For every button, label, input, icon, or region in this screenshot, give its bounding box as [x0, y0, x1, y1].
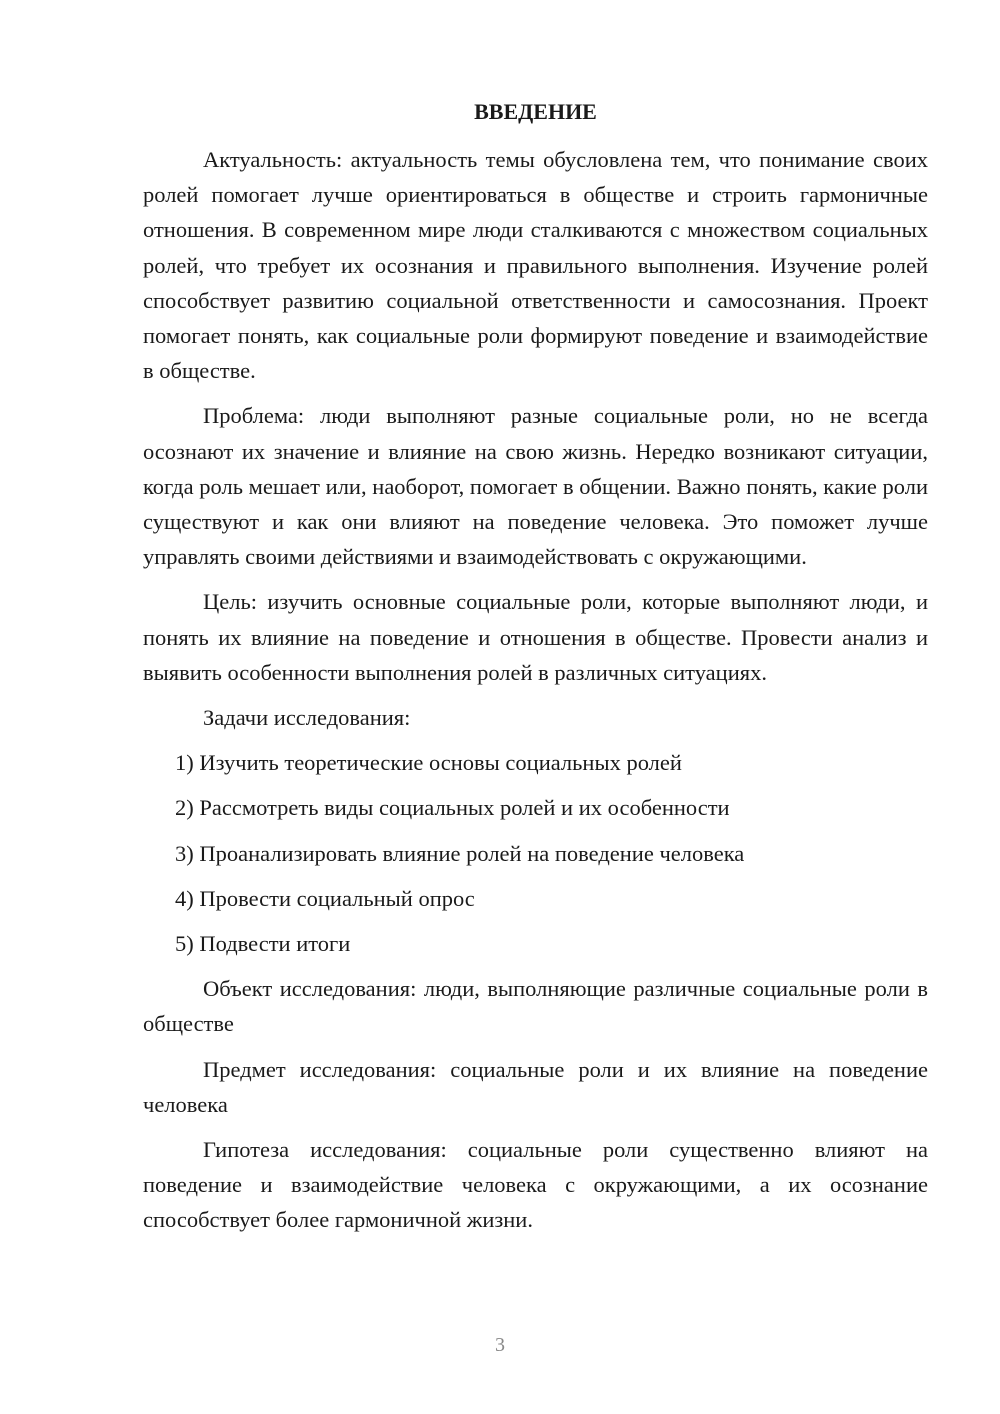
subject-paragraph: Предмет исследования: социальные роли и их влияние на поведение человека [143, 1056, 928, 1117]
problem-paragraph: Проблема: люди выполняют разные социальные роли, но не всегда осознают их значение и влияние на свою жизнь. Нередко возникают ситуации, когда роль мешает или, наоборот, помогает в общении. Важно понять, какие роли существуют и как они влияют на поведение человека. Это поможет лучше управлять своими действиями и взаимодействовать с окружающими. [143, 403, 928, 570]
task-item: 3) Проанализировать влияние ролей на поведение человека [175, 840, 745, 866]
task-item: 2) Рассмотреть виды социальных ролей и их особенности [175, 795, 730, 821]
goal-paragraph: Цель: изучить основные социальные роли, которые выполняют люди, и понять их влияние на поведение и отношения в обществе. Провести анализ и выявить особенности выполнения ролей в различных ситуациях. [143, 589, 928, 685]
tasks-heading: Задачи исследования: [203, 705, 411, 731]
page-title: ВВЕДЕНИЕ [474, 99, 597, 124]
task-item: 1) Изучить теоретические основы социальных ролей [175, 750, 682, 776]
page-number: 3 [495, 1334, 505, 1356]
task-item: 4) Провести социальный опрос [175, 885, 475, 911]
tasks-list [143, 745, 928, 961]
document-page [143, 94, 928, 1248]
hypothesis-paragraph: Гипотеза исследования: социальные роли существенно влияют на поведение и взаимодействие человека с окружающими, а их осознание способствует более гармоничной жизни. [143, 1137, 928, 1233]
relevance-paragraph: Актуальность: актуальность темы обусловлена тем, что понимание своих ролей помогает лучше ориентироваться в обществе и строить гармоничные отношения. В современном мире люди сталкиваются с множеством социальных ролей, что требует их осознания и правильного выполнения. Изучение ролей способствует развитию социальной ответственности и самосознания. Проект помогает понять, как социальные роли формируют поведение и взаимодействие в обществе. [143, 147, 928, 384]
object-paragraph: Объект исследования: люди, выполняющие различные социальные роли в обществе [143, 976, 928, 1037]
task-item: 5) Подвести итоги [175, 931, 351, 957]
